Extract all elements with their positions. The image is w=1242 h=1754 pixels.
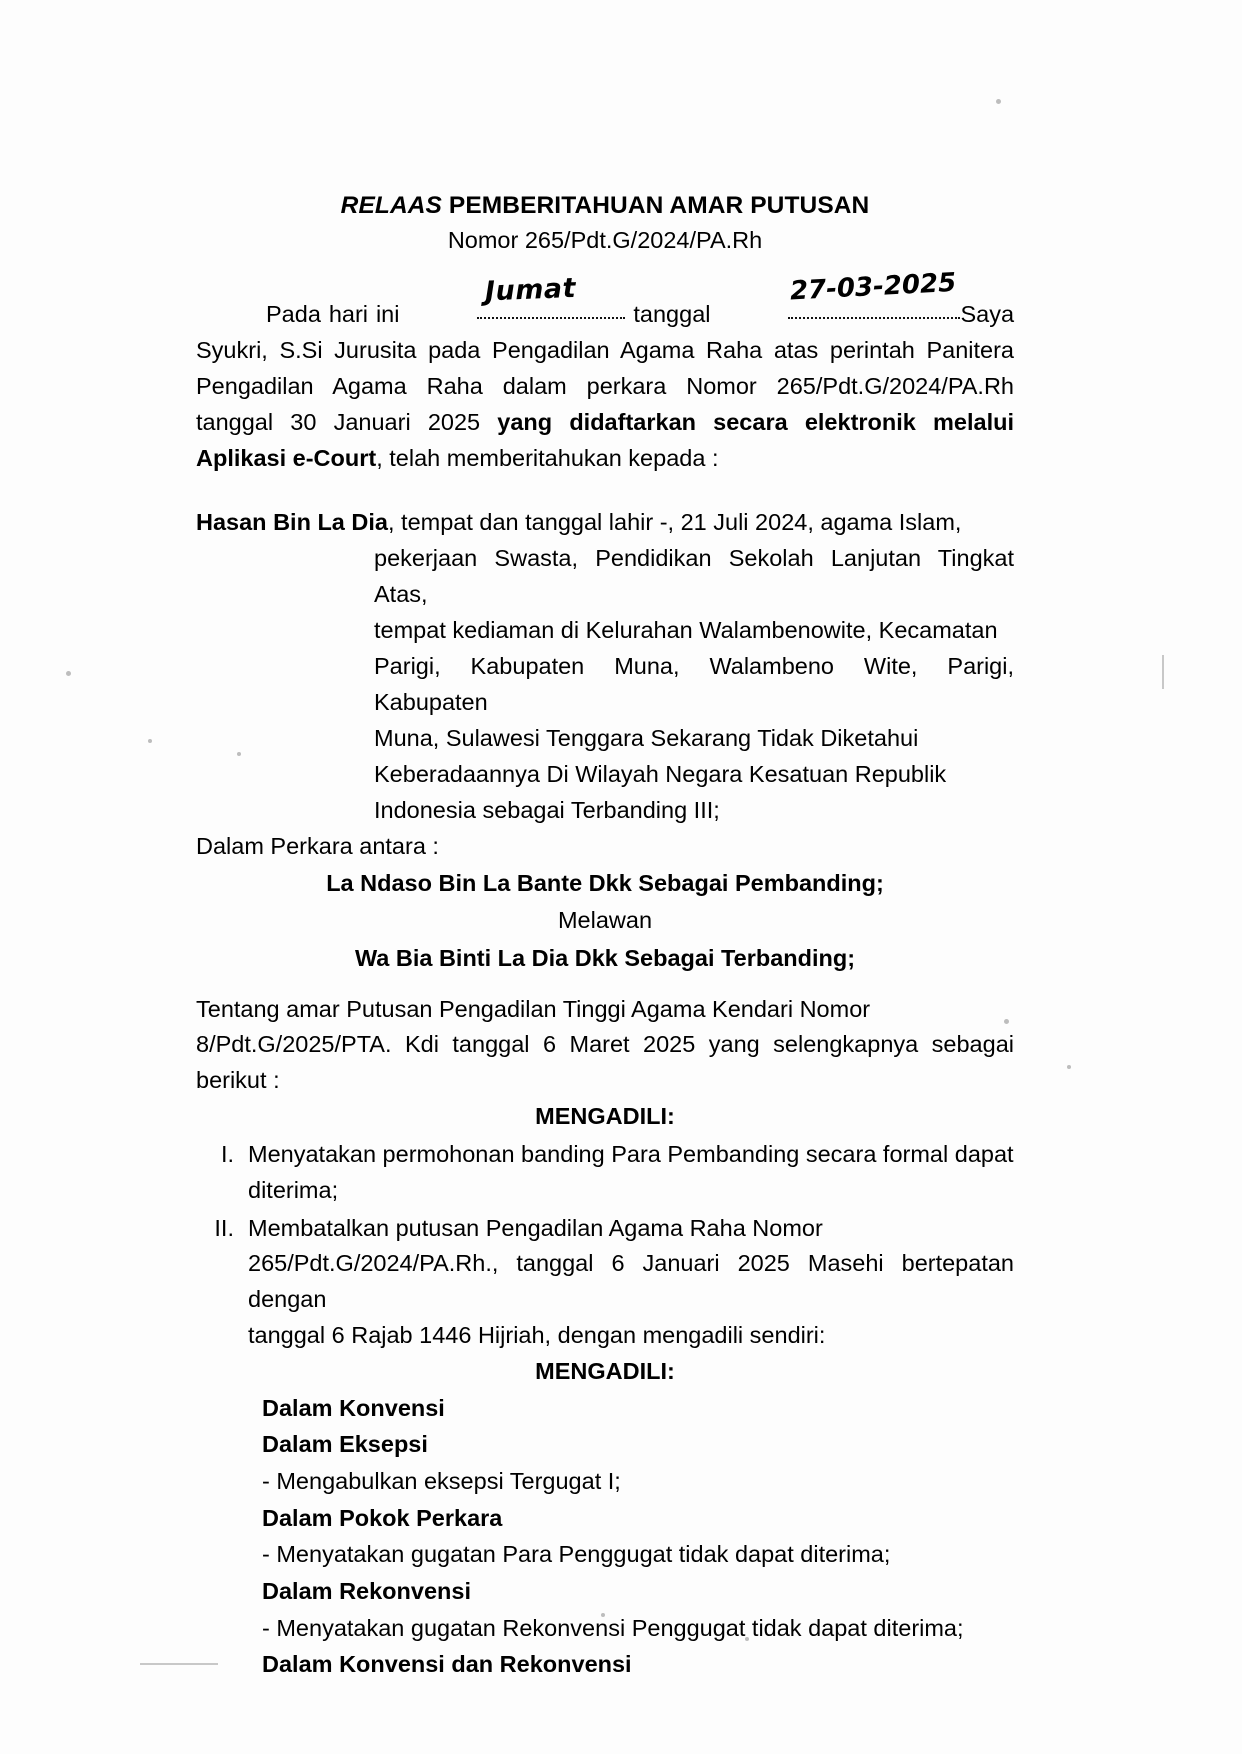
title-rest: PEMBERITAHUAN AMAR PUTUSAN <box>441 192 870 219</box>
recipient-name: Hasan Bin La Dia <box>196 509 388 536</box>
rulings-list <box>196 1137 1014 1355</box>
verdict-block <box>262 1390 1014 1683</box>
about-verdict-paragraph <box>196 992 1014 1100</box>
verdict-heading-konvensi: Dalam Konvensi <box>262 1394 445 1421</box>
ruling-text <box>248 1137 1014 1209</box>
ruling-line: diterima; <box>248 1176 339 1203</box>
scan-speck <box>1067 1065 1071 1069</box>
recipient-line: Parigi, Kabupaten Muna, Walambeno Wite, Parigi, Kabupaten <box>374 653 1014 715</box>
tanggal-label: tanggal <box>633 301 711 328</box>
verdict-heading-rekonvensi: Dalam Rekonvensi <box>262 1577 471 1604</box>
opening-body-bold: yang didaftarkan secara elektronik melalui Aplikasi e-Court <box>196 409 1014 472</box>
recipient-detail-lines <box>374 541 1014 829</box>
recipient-line-1: , tempat dan tanggal lahir -, 21 Juli 2024, agama Islam, <box>387 509 962 536</box>
mengadili-heading-self: MENGADILI: <box>535 1358 675 1385</box>
opening-body-second: , telah memberitahukan kepada : <box>376 445 719 472</box>
recipient-line: pekerjaan Swasta, Pendidikan Sekolah Lanjutan Tingkat Atas, <box>374 545 1014 608</box>
recipient-line: Indonesia sebagai Terbanding III; <box>374 796 720 823</box>
ruling-text <box>248 1211 1014 1355</box>
ruling-marker: I. <box>220 1140 234 1167</box>
date-dotted-line <box>788 317 960 319</box>
document-number: Nomor 265/Pdt.G/2024/PA.Rh <box>447 227 763 254</box>
scan-speck <box>148 739 152 743</box>
recipient-block <box>196 505 1014 829</box>
ruling-item <box>196 1211 1014 1355</box>
respondent-party: Wa Bia Binti La Dia Dkk Sebagai Terbanding; <box>354 944 856 971</box>
verdict-point-pokok-perkara: - Menyatakan gugatan Para Penggugat tidak dapat diterima; <box>262 1541 891 1568</box>
recipient-line: tempat kediaman di Kelurahan Walambenowite, Kecamatan <box>374 617 998 644</box>
ruling-marker: II. <box>214 1214 234 1241</box>
appellant-party: La Ndaso Bin La Bante Dkk Sebagai Pembanding; <box>326 869 884 896</box>
case-intro: Dalam Perkara antara : <box>196 832 439 859</box>
ruling-item <box>196 1137 1014 1209</box>
title-italic-word: RELAAS <box>340 192 442 219</box>
day-fill-field <box>407 273 625 333</box>
opening-body-first: Saya Syukri, S.Si Jurusita pada Pengadilan Agama Raha atas perintah Panitera Pengadilan Agama Raha dalam perkara Nomor 265/Pdt.G/2024/PA.Rh tanggal 30 Januari 2025 <box>196 301 1015 436</box>
versus-label: Melawan <box>557 907 653 934</box>
verdict-heading-pokok-perkara: Dalam Pokok Perkara <box>262 1504 503 1531</box>
handwritten-date: 27-03-2025 <box>789 268 958 307</box>
recipient-line: Keberadaannya Di Wilayah Negara Kesatuan Republik <box>374 760 947 787</box>
verdict-point-eksepsi: - Mengabulkan eksepsi Tergugat I; <box>262 1467 621 1494</box>
opening-lead: Pada hari ini <box>266 301 400 328</box>
mengadili-heading-appeal: MENGADILI: <box>535 1103 675 1130</box>
opening-paragraph <box>196 268 1015 477</box>
verdict-heading-konvensi-rekonvensi: Dalam Konvensi dan Rekonvensi <box>262 1651 632 1678</box>
verdict-point-rekonvensi: - Menyatakan gugatan Rekonvensi Penggugat tidak dapat diterima; <box>262 1614 964 1641</box>
scan-hairline <box>1162 655 1164 689</box>
recipient-line: Muna, Sulawesi Tenggara Sekarang Tidak Diketahui <box>374 724 919 751</box>
ruling-line: Membatalkan putusan Pengadilan Agama Raha Nomor <box>248 1214 823 1241</box>
page-title <box>196 190 1014 221</box>
day-dotted-line <box>477 317 625 319</box>
ruling-line: tanggal 6 Rajab 1446 Hijriah, dengan mengadili sendiri: <box>248 1322 826 1349</box>
ruling-line: Menyatakan permohonan banding Para Pembanding secara formal dapat <box>248 1140 1014 1167</box>
about-line-1: Tentang amar Putusan Pengadilan Tinggi Agama Kendari Nomor <box>196 995 871 1022</box>
document-content <box>196 190 1014 1683</box>
scan-speck <box>66 671 71 676</box>
scan-speck <box>996 99 1001 104</box>
verdict-heading-eksepsi: Dalam Eksepsi <box>262 1431 428 1458</box>
about-line-2: 8/Pdt.G/2025/PTA. Kdi tanggal 6 Maret 2025 yang selengkapnya sebagai berikut : <box>196 1031 1014 1094</box>
ruling-line: 265/Pdt.G/2024/PA.Rh., tanggal 6 Januari 2025 Masehi bertepatan dengan <box>248 1250 1014 1313</box>
date-fill-field <box>718 268 960 333</box>
recipient-first-line <box>196 505 1014 541</box>
title-block <box>196 190 1014 257</box>
handwritten-day: Jumat <box>484 273 577 308</box>
